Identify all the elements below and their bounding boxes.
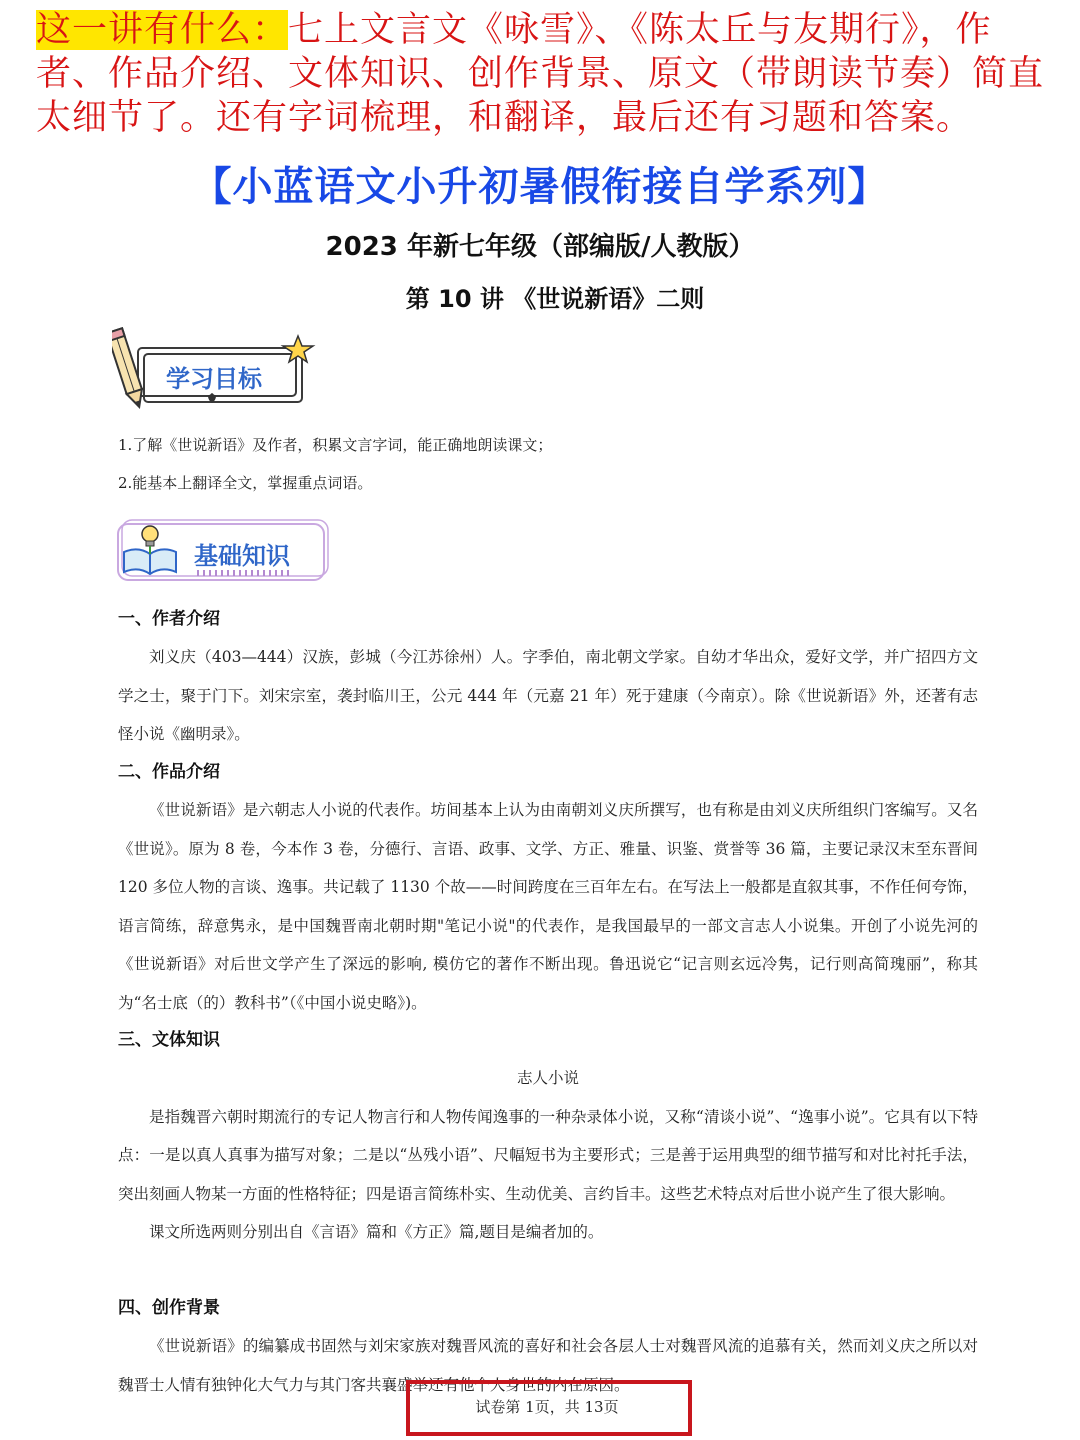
goal-item: 2.能基本上翻译全文，掌握重点词语。 [118,474,373,492]
goal-item: 1.了解《世说新语》及作者，积累文言字词，能正确地朗读课文； [118,436,553,454]
basics-badge [114,518,330,586]
goals-badge [112,322,322,414]
basics-badge-label: 基础知识 [194,542,290,570]
section-work [118,753,978,1022]
goals-list [118,426,998,502]
section-heading: 四、创作背景 [118,1298,220,1318]
section-heading: 一、作者介绍 [118,609,220,629]
intro-text: 七上文言文《咏雪》、《陈太丘与友期行》，作者、作品介绍、文体知识、创作背景、原文（带朗读节奏）简直太细节了。还有字词梳理，和翻译，最后还有习题和答案。 [36,10,1045,138]
section-paragraph: 是指魏晋六朝时期流行的专记人物言行和人物传闻逸事的一种杂录体小说，又称“清谈小说”、“逸事小说”。它具有以下特点：一是以真人真事为描写对象；二是以“丛残小语”、尺幅短书为主要形式；三是善于运用典型的细节描写和对比衬托手法，突出刻画人物某一方面的性格特征；四是语言简练朴实、生动优美、言约旨丰。这些艺术特点对后世小说产生了很大影响。 [118,1107,978,1203]
section-genre [118,1021,978,1252]
intro-highlight: 这一讲有什么： [36,10,289,50]
section-heading: 三、文体知识 [118,1030,220,1050]
section-paragraph: 《世说新语》是六朝志人小说的代表作。坊间基本上认为由南朝刘义庆所撰写，也有称是由刘义庆所组织门客编写。又名《世说》。原为 8 卷，今本作 3 卷，分德行、言语、政事、文学、方正、雅量、识鉴、赏誉等 36 篇，主要记录汉末至东晋间 120 多位人物的言谈、逸事。共记载了 1130 个故——时间跨度在三百年左右。在写法上一般都是直叙其事，不作任何夸饰，语言简练，辞意隽永，是中国魏晋南北朝时期"笔记小说"的代表作，是我国最早的一部文言志人小说集。开创了小说先河的《世说新语》对后世文学产生了深远的影响, 模仿它的著作不断出现。鲁迅说它“记言则玄远冷隽，记行则高简瑰丽”，称其为“名士底（的）教科书”（《中国小说史略》)。 [118,801,978,1012]
grade-title: 2023 年新七年级（部编版/人教版） [325,232,755,262]
intro-caption [36,8,1046,140]
page-number: 试卷第 1页，共 13页 [475,1398,619,1416]
series-title: 【小蓝语文小升初暑假衔接自学系列】 [191,164,889,210]
section-paragraph: 《世说新语》的编纂成书固然与刘宋家族对魏晋风流的喜好和社会各层人士对魏晋风流的追慕有关，然而刘义庆之所以对魏晋士人情有独钟化大气力与其门客共襄盛举还有他个人身世的内在原因。 [118,1337,978,1394]
section-paragraph: 刘义庆（403—444）汉族，彭城（今江苏徐州）人。字季伯，南北朝文学家。自幼才华出众，爱好文学，并广招四方文学之士，聚于门下。刘宋宗室，袭封临川王，公元 444 年（元嘉 21 年）死于建康（今南京）。除《世说新语》外，还著有志怪小说《幽明录》。 [118,648,978,743]
lecture-title: 第 10 讲 《世说新语》二则 [405,285,705,313]
goals-badge-label: 学习目标 [166,365,262,393]
section-paragraph: 课文所选两则分别出自《言语》篇和《方正》篇,题目是编者加的。 [149,1223,604,1241]
section-author [118,600,978,754]
section-heading: 二、作品介绍 [118,762,220,782]
section-subtitle: 志人小说 [516,1069,579,1087]
